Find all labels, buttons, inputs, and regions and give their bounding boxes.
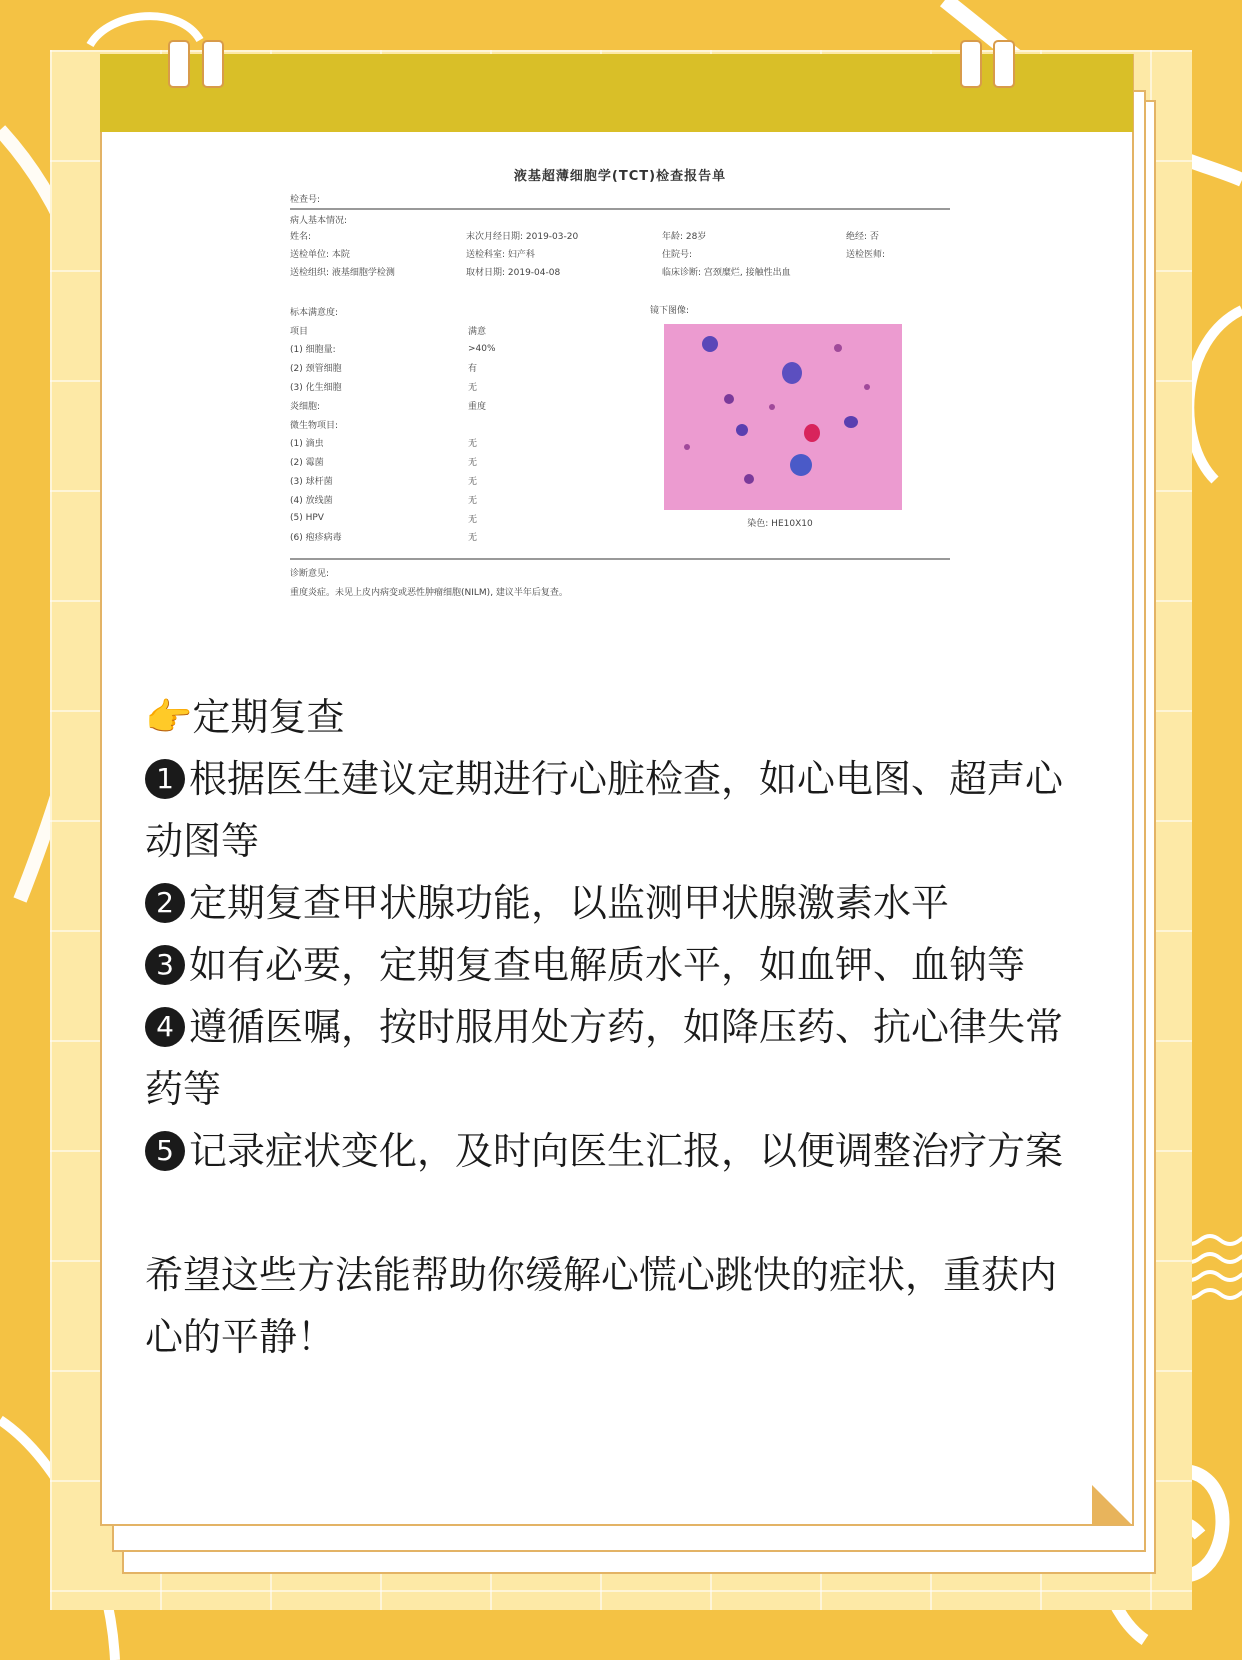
- number-1-icon: 1: [145, 759, 185, 799]
- spec-item: 项目 满意: [290, 326, 487, 337]
- binder-ring-icon: [168, 40, 190, 88]
- field-tissue: 送检组织: 液基细胞学检测: [290, 267, 395, 278]
- field-doctor: 送检医师:: [846, 249, 886, 260]
- binder-ring-icon: [960, 40, 982, 88]
- list-item: 2 定期复查甲状腺功能，以监测甲状腺激素水平: [145, 872, 1085, 934]
- report-row: [290, 244, 950, 262]
- number-3-icon: 3: [145, 945, 185, 985]
- spec-item: (2) 颈管细胞 有: [290, 364, 478, 375]
- spec-item: (6) 疱疹病毒 无: [290, 533, 478, 544]
- pointing-hand-icon: 👉: [145, 695, 193, 739]
- page-curl-icon: [1092, 1485, 1132, 1525]
- binder-ring-icon: [202, 40, 224, 88]
- field-sample-date: 取材日期: 2019-04-08: [466, 267, 561, 278]
- field-name: 姓名:: [290, 231, 312, 242]
- spec-item: (3) 化生细胞 无: [290, 383, 478, 394]
- patient-section-label: 病人基本情况:: [290, 216, 348, 226]
- image-caption: 染色: HE10X10: [747, 519, 813, 529]
- field-last-period: 末次月经日期: 2019-03-20: [466, 231, 579, 242]
- spec-item: (3) 球杆菌 无: [290, 477, 478, 488]
- divider: [290, 208, 950, 210]
- number-2-icon: 2: [145, 883, 185, 923]
- closing-text: 希望这些方法能帮助你缓解心慌心跳快的症状，重获内心的平静！: [145, 1253, 1058, 1359]
- list-item: 3 如有必要，定期复查电解质水平，如血钾、血钠等: [145, 934, 1085, 996]
- divider: [290, 558, 950, 560]
- field-clinical-diagnosis: 临床诊断: 宫颈糜烂, 接触性出血: [662, 267, 791, 278]
- tct-report: [290, 165, 950, 598]
- specimen-label: 标本满意度:: [290, 307, 339, 318]
- field-unit: 送检单位: 本院: [290, 249, 350, 260]
- spec-item: (4) 放线菌 无: [290, 495, 478, 506]
- field-age: 年龄: 28岁: [662, 231, 707, 242]
- spec-item: (2) 霉菌 无: [290, 458, 478, 469]
- field-admission-no: 住院号:: [662, 249, 693, 260]
- number-4-icon: 4: [145, 1007, 185, 1047]
- heading-text: 定期复查: [192, 695, 345, 739]
- field-department: 送检科室: 妇产科: [466, 249, 535, 260]
- spec-item: (1) 滴虫 无: [290, 439, 478, 450]
- section-heading: [145, 686, 1085, 748]
- specimen-section: [290, 302, 950, 546]
- number-5-icon: 5: [145, 1131, 185, 1171]
- list-item: 4 遵循医嘱，按时服用处方药，如降压药、抗心律失常药等: [145, 1005, 1064, 1111]
- image-label: 镜下图像:: [650, 306, 690, 316]
- spec-item: 炎细胞: 重度: [290, 401, 487, 412]
- field-menopause: 绝经: 否: [846, 231, 879, 242]
- spec-item: (5) HPV 无: [290, 513, 478, 525]
- report-row: [290, 262, 950, 280]
- diagnosis-label: 诊断意见:: [290, 569, 330, 580]
- list-item: 5 记录症状变化，及时向医生汇报，以便调整治疗方案: [145, 1120, 1085, 1182]
- diagnosis-text: 重度炎症。未见上皮内病变或恶性肿瘤细胞(NILM), 建议半年后复查。: [290, 588, 568, 599]
- binder-ring-icon: [993, 40, 1015, 88]
- spec-item: (1) 细胞量: >40%: [290, 343, 496, 356]
- report-title: 液基超薄细胞学(TCT)检查报告单: [513, 169, 727, 184]
- exam-number-label: 检查号:: [290, 195, 321, 205]
- list-item: 1 根据医生建议定期进行心脏检查，如心电图、超声心动图等: [145, 757, 1064, 863]
- advice-content: [145, 686, 1085, 1368]
- spec-item: 微生物项目:: [290, 420, 339, 431]
- report-row: [290, 226, 950, 244]
- microscope-image: [664, 324, 902, 510]
